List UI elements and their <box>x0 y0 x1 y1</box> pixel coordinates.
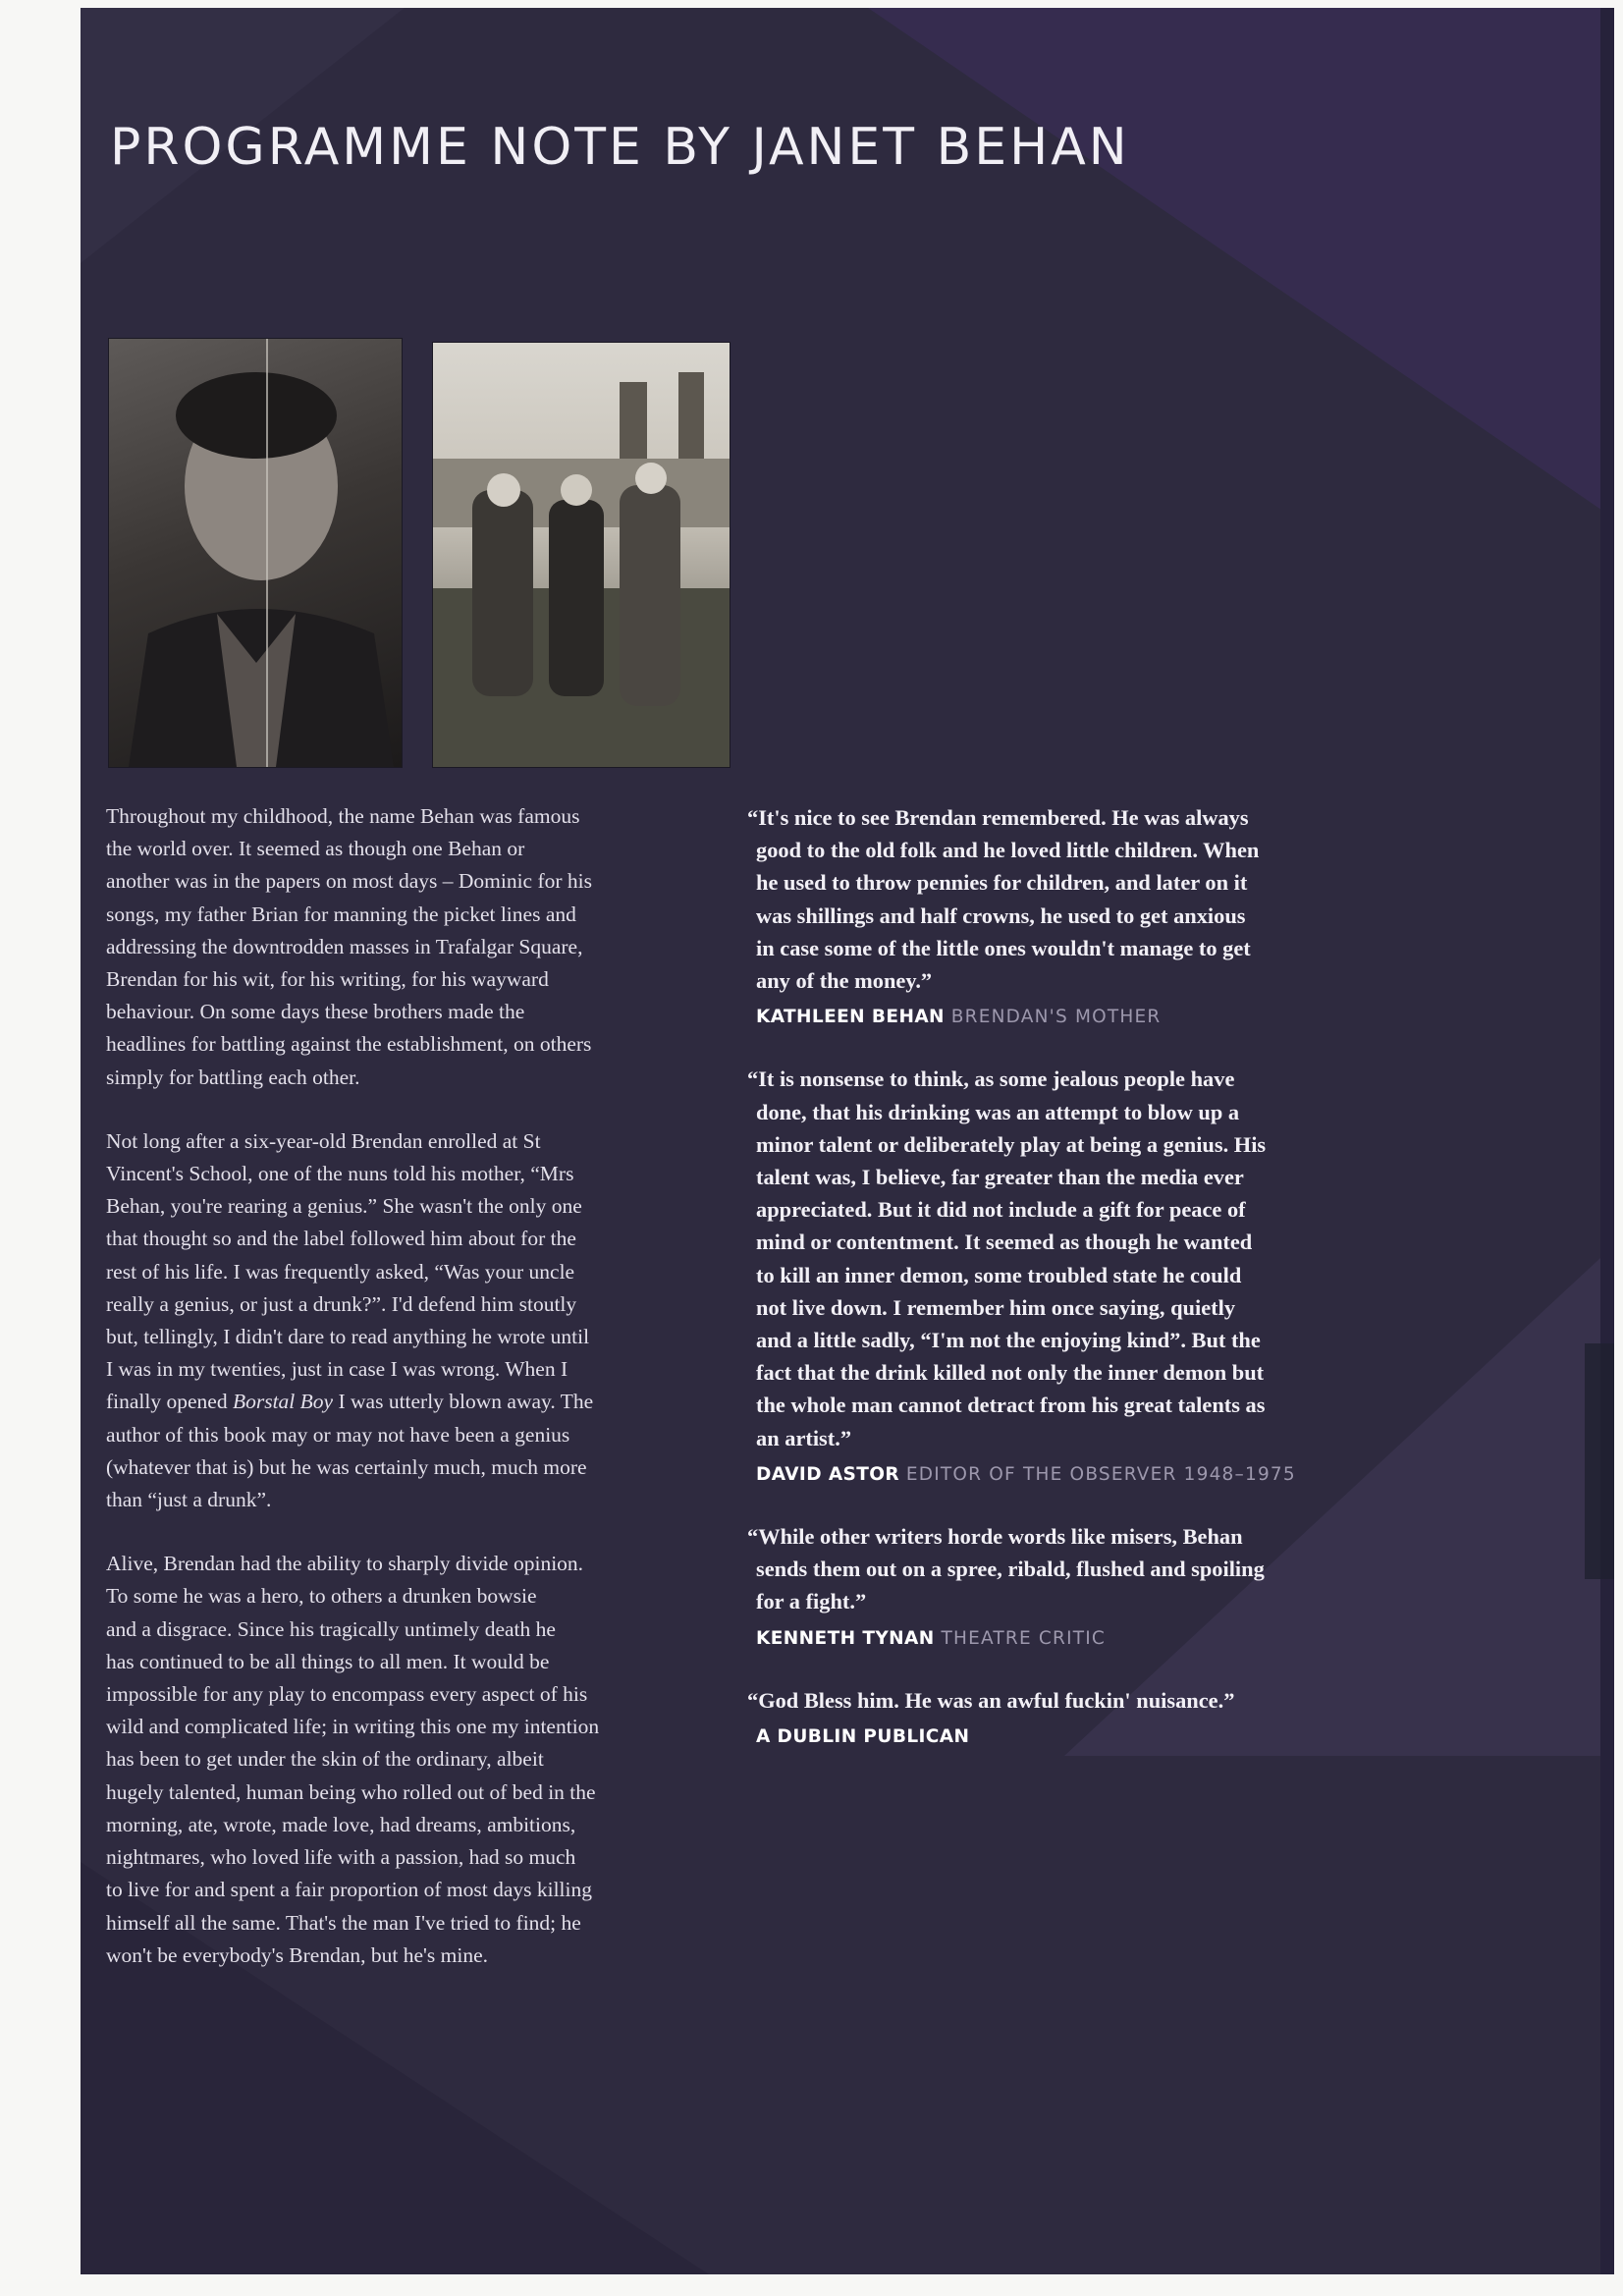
note-paragraph: Alive, Brendan had the ability to sharply divide opinion. To some he was a hero, to others a drunken bowsie and a disgrace. Since his tragically untimely death he has continued to be all things to all men. It would be impossible for any play to encompass every aspect of his wild and complicated life; in writing this one my intention has been to get under the skin of the ordinary, albeit hugely talented, human being who rolled out of bed in the morning, ate, wrote, made love, had dreams, ambitions, nightmares, who loved life with a passion, had so much to live for and spent a fair proportion of most days killing himself all the same. That's the man I've tried to find; he won't be everybody's Brendan, but he's mine. <box>106 1552 600 1967</box>
note-text: I was utterly blown away. The author of this book may or may not have been a genius (whatever that is) but he was certainly much, much more than “just a drunk”. <box>106 1390 594 1512</box>
quote-text: “It is nonsense to think, as some jealous people have done, that his drinking was an attempt to blow up a minor talent or deliberately play at being a genius. His talent was, I believe, far greater than the media ever appreciated. But it did not include a gift for peace of mind or contentment. It seemed as though he wanted to kill an inner demon, some troubled state he could not live down. I remember him once saying, quietly and a little sadly, “I'm not the enjoying kind”. But the fact that the drink killed not only the inner demon but the whole man cannot detract from his great talents as an artist.” <box>747 1066 1267 1450</box>
note-text: Not long after a six-year-old Brendan enrolled at St Vincent's School, one of the nuns told his mother, “Mrs Behan, you're rearing a genius.” She wasn't the only one that thought so and the label followed him about for the rest of his life. I was frequently asked, “Was your uncle really a genius, or just a drunk?”. I'd defend him stoutly but, tellingly, I didn't dare to read anything he wrote until I was in my twenties, just in case I was wrong. When I finally opened <box>106 1128 590 1414</box>
quote-text: “God Bless him. He was an awful fuckin' nuisance.” <box>747 1687 1235 1713</box>
note-paragraph <box>106 1125 734 1516</box>
quote-text: “It's nice to see Brendan remembered. He was always good to the old folk and he loved little children. When he used to throw pennies for children, and later on it was shillings and half crowns, he used to get anxious in case some of the little ones wouldn't manage to get any of the money.” <box>747 805 1260 994</box>
quote-block <box>744 801 1466 1033</box>
book-title: Borstal Boy <box>232 1390 334 1414</box>
page-edge-shadow <box>1585 1343 1614 1579</box>
quote-attribution <box>744 1721 1466 1753</box>
quote-attribution <box>744 1458 1466 1491</box>
quotes-column <box>744 801 1466 1782</box>
quote-author: DAVID ASTOR <box>756 1463 900 1485</box>
programme-note-body <box>106 800 734 2003</box>
portrait-image <box>109 339 402 767</box>
quote-attribution <box>744 1622 1466 1655</box>
group-image <box>433 343 730 767</box>
photo-group <box>432 342 730 768</box>
quote-attribution <box>744 1001 1466 1033</box>
quote-author-role: EDITOR OF THE OBSERVER 1948–1975 <box>905 1463 1296 1485</box>
page-title: PROGRAMME NOTE BY JANET BEHAN <box>110 118 1130 177</box>
quote-author: KATHLEEN BEHAN <box>756 1007 945 1028</box>
quote-block <box>744 1063 1466 1491</box>
photo-crease <box>266 339 268 767</box>
quote-author-role: BRENDAN'S MOTHER <box>950 1007 1162 1028</box>
background-shape <box>868 8 1614 519</box>
quote-author: KENNETH TYNAN <box>756 1627 935 1649</box>
quote-text: “While other writers horde words like misers, Behan sends them out on a spree, ribald, flushed and spoiling for a fight.” <box>747 1524 1265 1614</box>
note-paragraph: Throughout my childhood, the name Behan was famous the world over. It seemed as though one Behan or another was in the papers on most days – Dominic for his songs, my father Brian for manning the picket lines and addressing the downtrodden masses in Trafalgar Square, Brendan for his wit, for his writing, for his wayward behaviour. On some days these brothers made the headlines for battling against the establishment, on others simply for battling each other. <box>106 804 593 1089</box>
photo-portrait <box>108 338 403 768</box>
quote-block <box>744 1520 1466 1655</box>
quote-author: A DUBLIN PUBLICAN <box>756 1726 970 1748</box>
quote-block <box>744 1684 1466 1753</box>
page-edge <box>1600 8 1614 2274</box>
quote-author-role: THEATRE CRITIC <box>941 1627 1107 1649</box>
